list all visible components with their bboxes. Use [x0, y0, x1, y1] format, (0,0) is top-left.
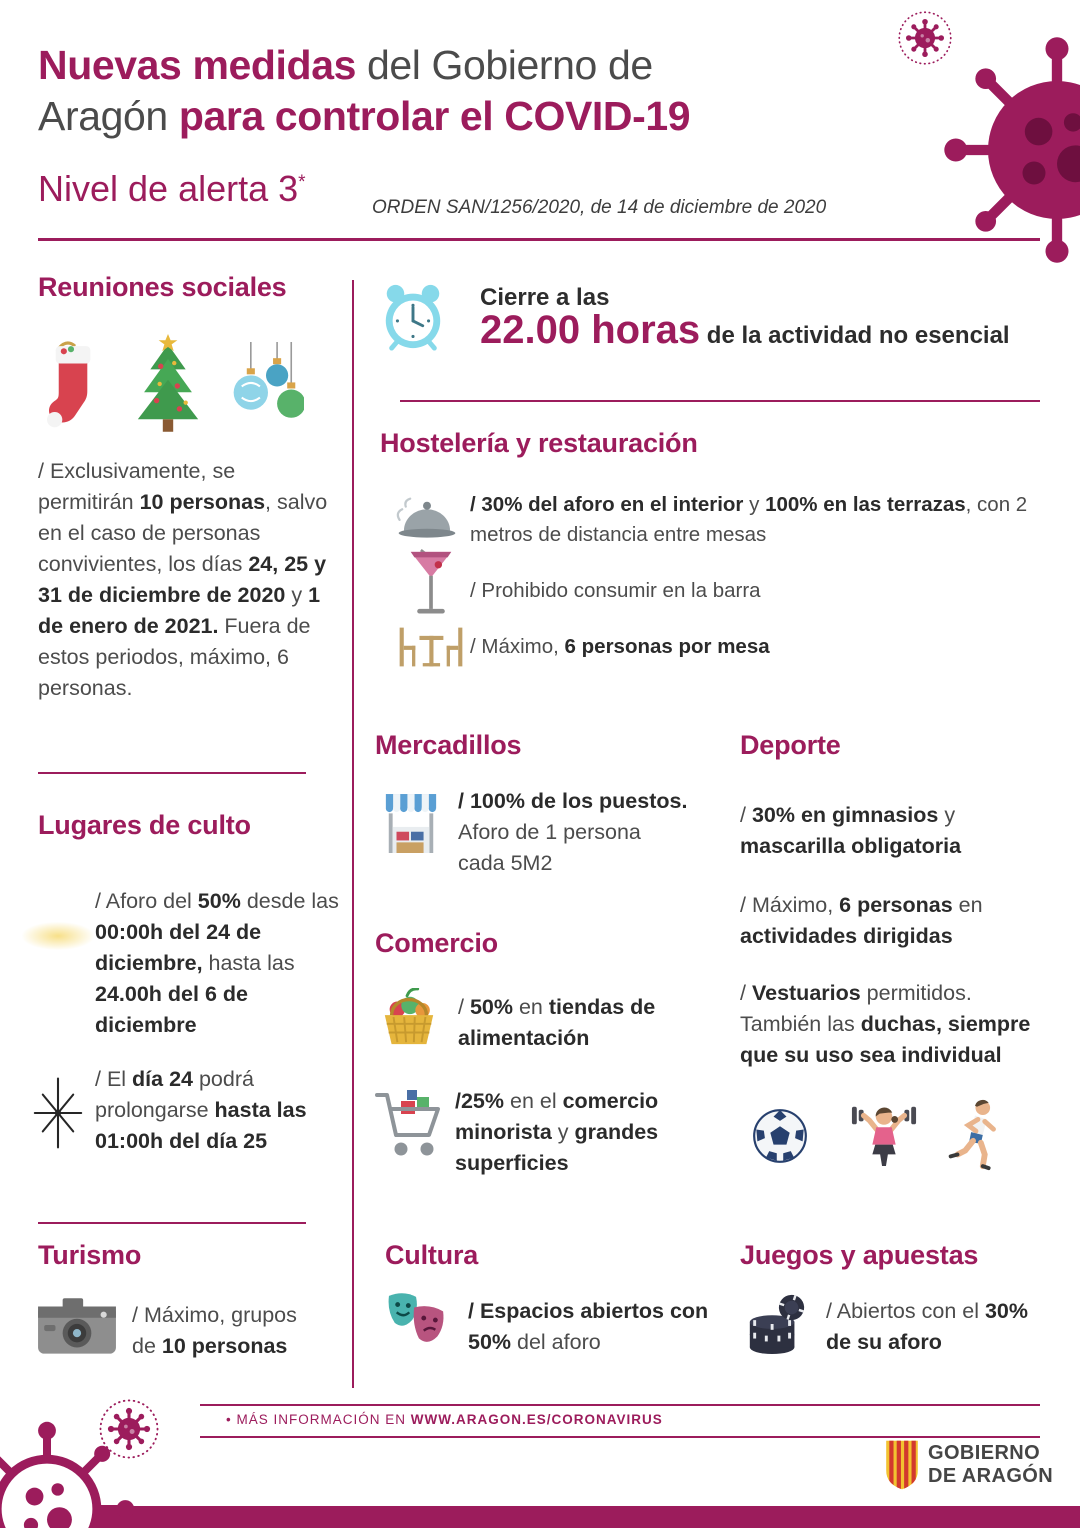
footer-info: • MÁS INFORMACIÓN EN WWW.ARAGON.ES/CORONAVIRUS	[226, 1412, 663, 1427]
title-line-2: Aragón para controlar el COVID-19	[38, 93, 691, 139]
section-comercio-title: Comercio	[375, 928, 498, 958]
running-icon	[945, 1098, 1005, 1172]
gobierno-logo-text	[928, 1442, 1053, 1488]
closing-scope: de la actividad no esencial	[700, 322, 1010, 349]
left-divider-2	[38, 1222, 306, 1224]
reuniones-body: / Exclusivamente, se permitirán 10 personas, salvo en el caso de personas convivientes, los días 24, 25 y 31 de diciembre de 2020 y 1 de enero de 2021. Fuera de estos periodos, máximo, 6 personas.	[38, 459, 328, 700]
table-chairs-icon	[398, 622, 464, 672]
logo-line-1: GOBIERNO	[928, 1442, 1041, 1464]
serving-dish-icon	[396, 492, 458, 546]
closing-time-line	[480, 308, 1060, 353]
hosteleria-item-text: / 30% del aforo en el interior y 100% en las terrazas, con 2 metros de distancia entre mesas	[470, 493, 1028, 546]
christmas-stocking-icon	[40, 338, 104, 438]
aragon-shield-logo	[884, 1438, 920, 1492]
poker-chips-icon	[746, 1292, 806, 1356]
turismo-text: / Máximo, grupos de 10 personas	[132, 1303, 297, 1358]
footer-divider-top	[200, 1404, 1040, 1406]
theater-masks-icon	[383, 1292, 451, 1350]
camera-icon	[36, 1296, 118, 1358]
cocktail-icon	[408, 546, 454, 624]
alert-level	[38, 168, 306, 210]
section-hosteleria-title: Hostelería y restauración	[380, 428, 698, 458]
christmas-tree-icon	[130, 334, 206, 438]
deporte-item-text: / Máximo, 6 personas en actividades dirigidas	[740, 893, 983, 948]
section-lugares-title: Lugares de culto	[38, 810, 251, 840]
virus-icon-large	[942, 35, 1080, 265]
candle-glow-icon	[22, 922, 94, 950]
header-divider	[38, 238, 1040, 241]
alert-footnote-mark: *	[298, 172, 306, 193]
mercadillos-text: / 100% de los puestos. Aforo de 1 persona cada 5M2	[458, 789, 688, 875]
alarm-clock-icon	[378, 282, 448, 352]
closing-divider	[400, 400, 1040, 402]
column-divider	[352, 280, 354, 1388]
sparkle-star-icon	[30, 1072, 86, 1154]
closing-time: 22.00 horas	[480, 308, 701, 352]
cultura-text: / Espacios abiertos con 50% del aforo	[468, 1299, 709, 1354]
left-divider-1	[38, 772, 306, 774]
section-turismo-title: Turismo	[38, 1240, 142, 1270]
juegos-text: / Abiertos con el 30% de su aforo	[826, 1299, 1028, 1354]
hosteleria-item-text: / Máximo, 6 personas por mesa	[470, 635, 770, 658]
lugares-item-text: / Aforo del 50% desde las 00:00h del 24 de diciembre, hasta las 24.00h del 6 de diciembre	[95, 889, 339, 1037]
virus-icon-bottom-large	[0, 1420, 136, 1528]
deporte-item-text: / Vestuarios permitidos. También las duchas, siempre que su uso sea individual	[740, 981, 1031, 1067]
food-basket-icon	[378, 988, 440, 1048]
section-deporte-title: Deporte	[740, 730, 841, 760]
bottom-bar	[0, 1506, 1080, 1528]
section-reuniones-title: Reuniones sociales	[38, 272, 287, 302]
logo-line-2: DE ARAGÓN	[928, 1465, 1054, 1487]
section-cultura-title: Cultura	[385, 1240, 479, 1270]
page-title	[38, 40, 908, 142]
comercio-item-text: / 50% en tiendas de alimentación	[458, 995, 656, 1050]
christmas-icons-row	[40, 330, 330, 438]
lugares-item-text: / El día 24 podrá prolongarse hasta las 01:00h del día 25	[95, 1067, 307, 1153]
hosteleria-item-text: / Prohibido consumir en la barra	[470, 579, 761, 602]
soccer-ball-icon	[752, 1108, 808, 1164]
title-line-1: Nuevas medidas del Gobierno de	[38, 42, 653, 88]
section-mercadillos-title: Mercadillos	[375, 730, 522, 760]
order-reference: ORDEN SAN/1256/2020, de 14 de diciembre de 2020	[372, 197, 827, 218]
market-stall-icon	[382, 792, 440, 856]
closing-intro: Cierre a las	[480, 284, 610, 311]
christmas-baubles-icon	[232, 342, 304, 438]
deporte-item-text: / 30% en gimnasios y mascarilla obligatoria	[740, 803, 962, 858]
weightlifting-icon	[850, 1098, 918, 1170]
section-juegos-title: Juegos y apuestas	[740, 1240, 979, 1270]
shopping-cart-icon	[374, 1082, 444, 1164]
alert-level-text: Nivel de alerta 3	[38, 168, 299, 209]
comercio-item-text: /25% en el comercio minorista y grandes superficies	[455, 1089, 659, 1175]
